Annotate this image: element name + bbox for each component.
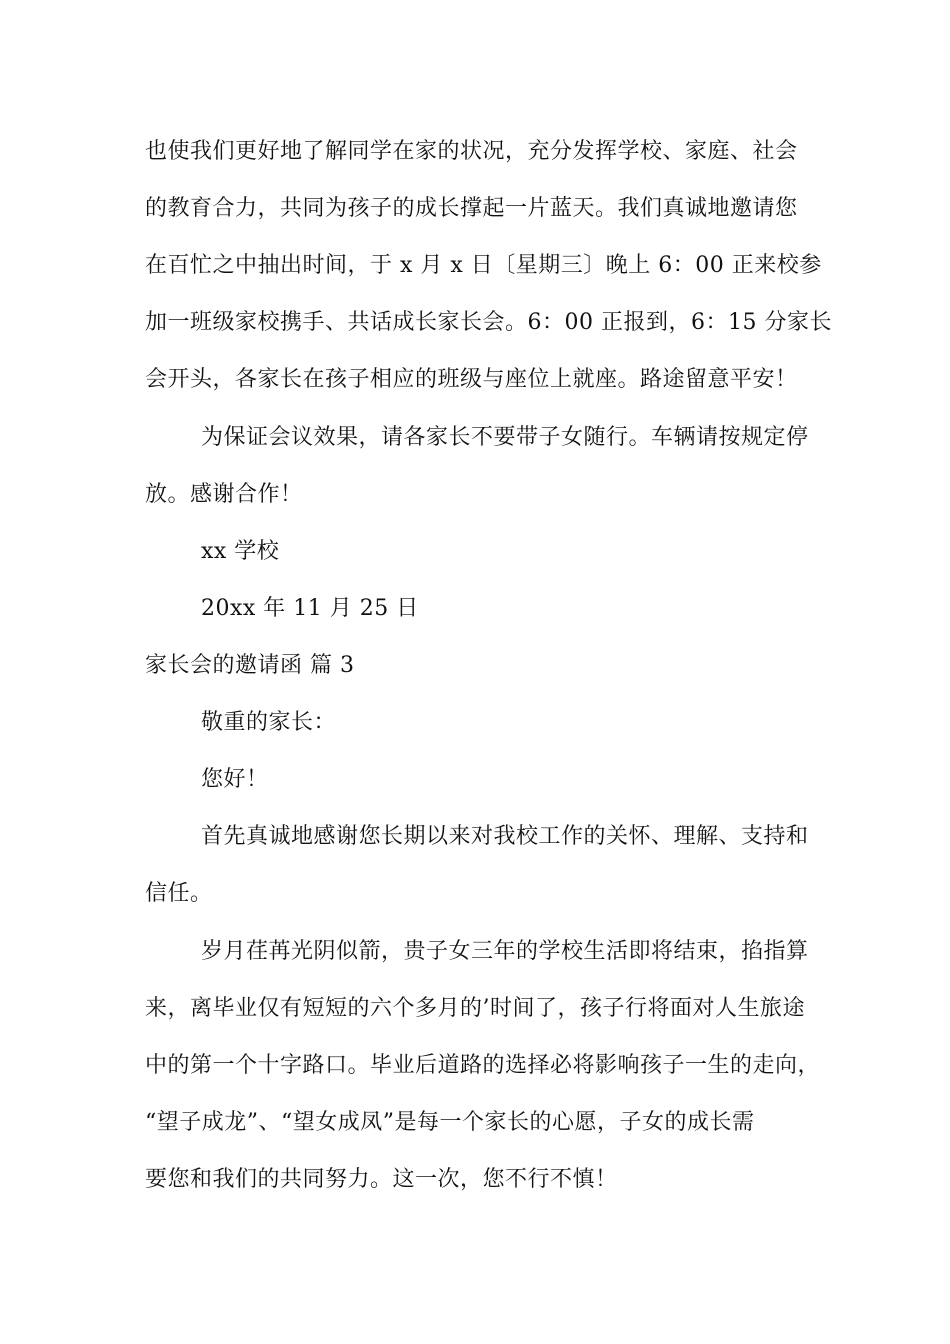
paragraph-line: 首先真诚地感谢您长期以来对我校工作的关怀、理解、支持和 — [201, 824, 809, 849]
paragraph-line: 会开头，各家长在孩子相应的班级与座位上就座。路途留意平安！ — [145, 367, 798, 392]
paragraph-line: 为保证会议效果，请各家长不要带子女随行。车辆请按规定停 — [201, 425, 809, 450]
paragraph-line: 来，离毕业仅有短短的六个多月的’时间了，孩子行将面对人生旅途 — [145, 996, 805, 1021]
paragraph-line: 中的第一个十字路口。毕业后道路的选择必将影响孩子一生的走向， — [145, 1053, 821, 1078]
paragraph-line: 放。感谢合作！ — [145, 482, 303, 507]
paragraph-line: “望子成龙”、“望女成凤”是每一个家长的心愿，子女的成长需 — [145, 1110, 755, 1135]
greeting: 您好！ — [201, 767, 269, 792]
paragraph-line: 在百忙之中抽出时间，于 x 月 x 日〔星期三〕晚上 6：00 正来校参 — [145, 253, 822, 278]
signature-school: xx 学校 — [201, 539, 280, 564]
paragraph-line: 加一班级家校携手、共话成长家长会。6：00 正报到，6：15 分家长 — [145, 310, 832, 335]
paragraph-line: 也使我们更好地了解同学在家的状况，充分发挥学校、家庭、社会 — [145, 139, 798, 164]
paragraph-line: 的教育合力，共同为孩子的成长撑起一片蓝天。我们真诚地邀请您 — [145, 196, 798, 221]
paragraph-line: 岁月荏苒光阴似箭，贵子女三年的学校生活即将结束，掐指算 — [201, 939, 809, 964]
paragraph-line: 信任。 — [145, 881, 213, 906]
section-heading: 家长会的邀请函 篇 3 — [145, 653, 355, 678]
salutation: 敬重的家长： — [201, 710, 337, 735]
paragraph-line: 要您和我们的共同努力。这一次，您不行不慎！ — [145, 1167, 618, 1192]
signature-date: 20xx 年 11 月 25 日 — [201, 596, 419, 621]
